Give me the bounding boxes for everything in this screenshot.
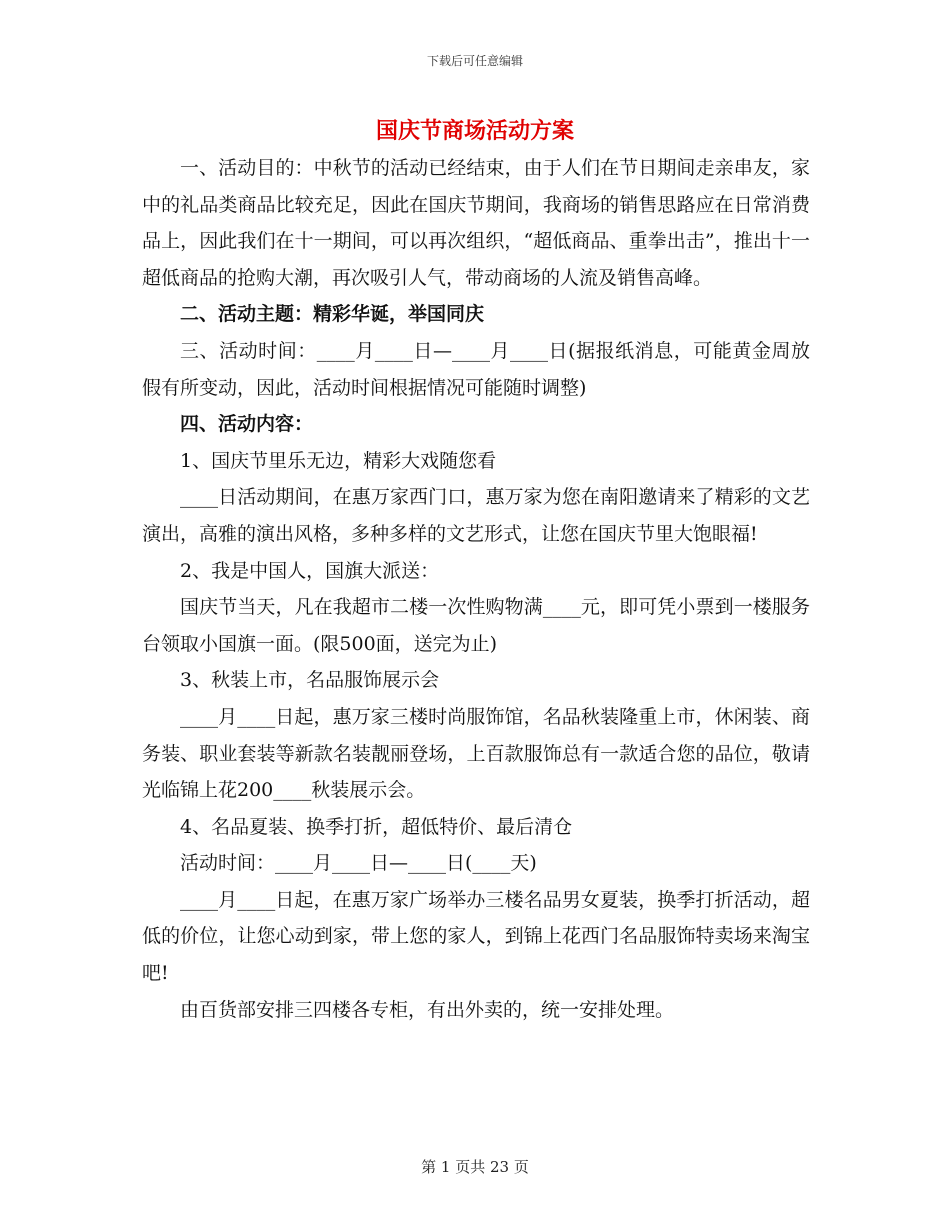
paragraph-purpose: 一、活动目的：中秋节的活动已经结束，由于人们在节日期间走亲串友，家中的礼品类商品比较充足，因此在国庆节期间，我商场的销售思路应在日常消费品上，因此我们在十一期间，可以再次组织，“超低商品、重拳出击”，推出十一超低商品的抢购大潮，再次吸引人气，带动商场的人流及销售高峰。 [142,157,810,289]
item-3-text: ____月____日起，惠万家三楼时尚服饰馆，名品秋装隆重上市，休闲装、商务装、职业套装等新款名装靓丽登场，上百款服饰总有一款适合您的品位，敬请光临锦上花200____秋装展示会。 [142,705,810,802]
closing-paragraph: 由百货部安排三四楼各专柜，有出外卖的，统一安排处理。 [180,998,675,1021]
paragraph-time: 三、活动时间：____月____日—____月____日(据报纸消息，可能黄金周放假有所变动，因此，活动时间根据情况可能随时调整) [142,339,810,399]
document-title: 国庆节商场活动方案 [375,118,574,144]
item-4-time: 活动时间：____月____日—____日(____天) [180,852,537,875]
heading-theme: 二、活动主题：精彩华诞，举国同庆 [180,303,485,326]
item-2-text: 国庆节当天，凡在我超市二楼一次性购物满____元，即可凭小票到一楼服务台领取小国旗一面。(限500面，送完为止) [142,596,810,655]
heading-content: 四、活动内容： [180,413,314,436]
item-4-heading: 4、名品夏装、换季打折，超低特价、最后清仓 [180,815,573,838]
item-3-heading: 3、秋装上市，名品服饰展示会 [180,669,440,692]
item-2-heading: 2、我是中国人，国旗大派送： [180,559,440,582]
page-header: 下载后可任意编辑 [426,54,523,68]
item-1-heading: 1、国庆节里乐无边，精彩大戏随您看 [180,449,497,472]
item-4-text: ____月____日起，在惠万家广场举办三楼名品男女夏装，换季打折活动，超低的价位，让您心动到家，带上您的家人，到锦上花西门名品服饰特卖场来淘宝吧! [142,888,810,985]
item-1-text: ____日活动期间，在惠万家西门口，惠万家为您在南阳邀请来了精彩的文艺演出，高雅的演出风格，多种多样的文艺形式，让您在国庆节里大饱眼福! [142,486,810,545]
document-body [142,150,810,1028]
page-footer: 第 1 页共 23 页 [421,1158,529,1176]
